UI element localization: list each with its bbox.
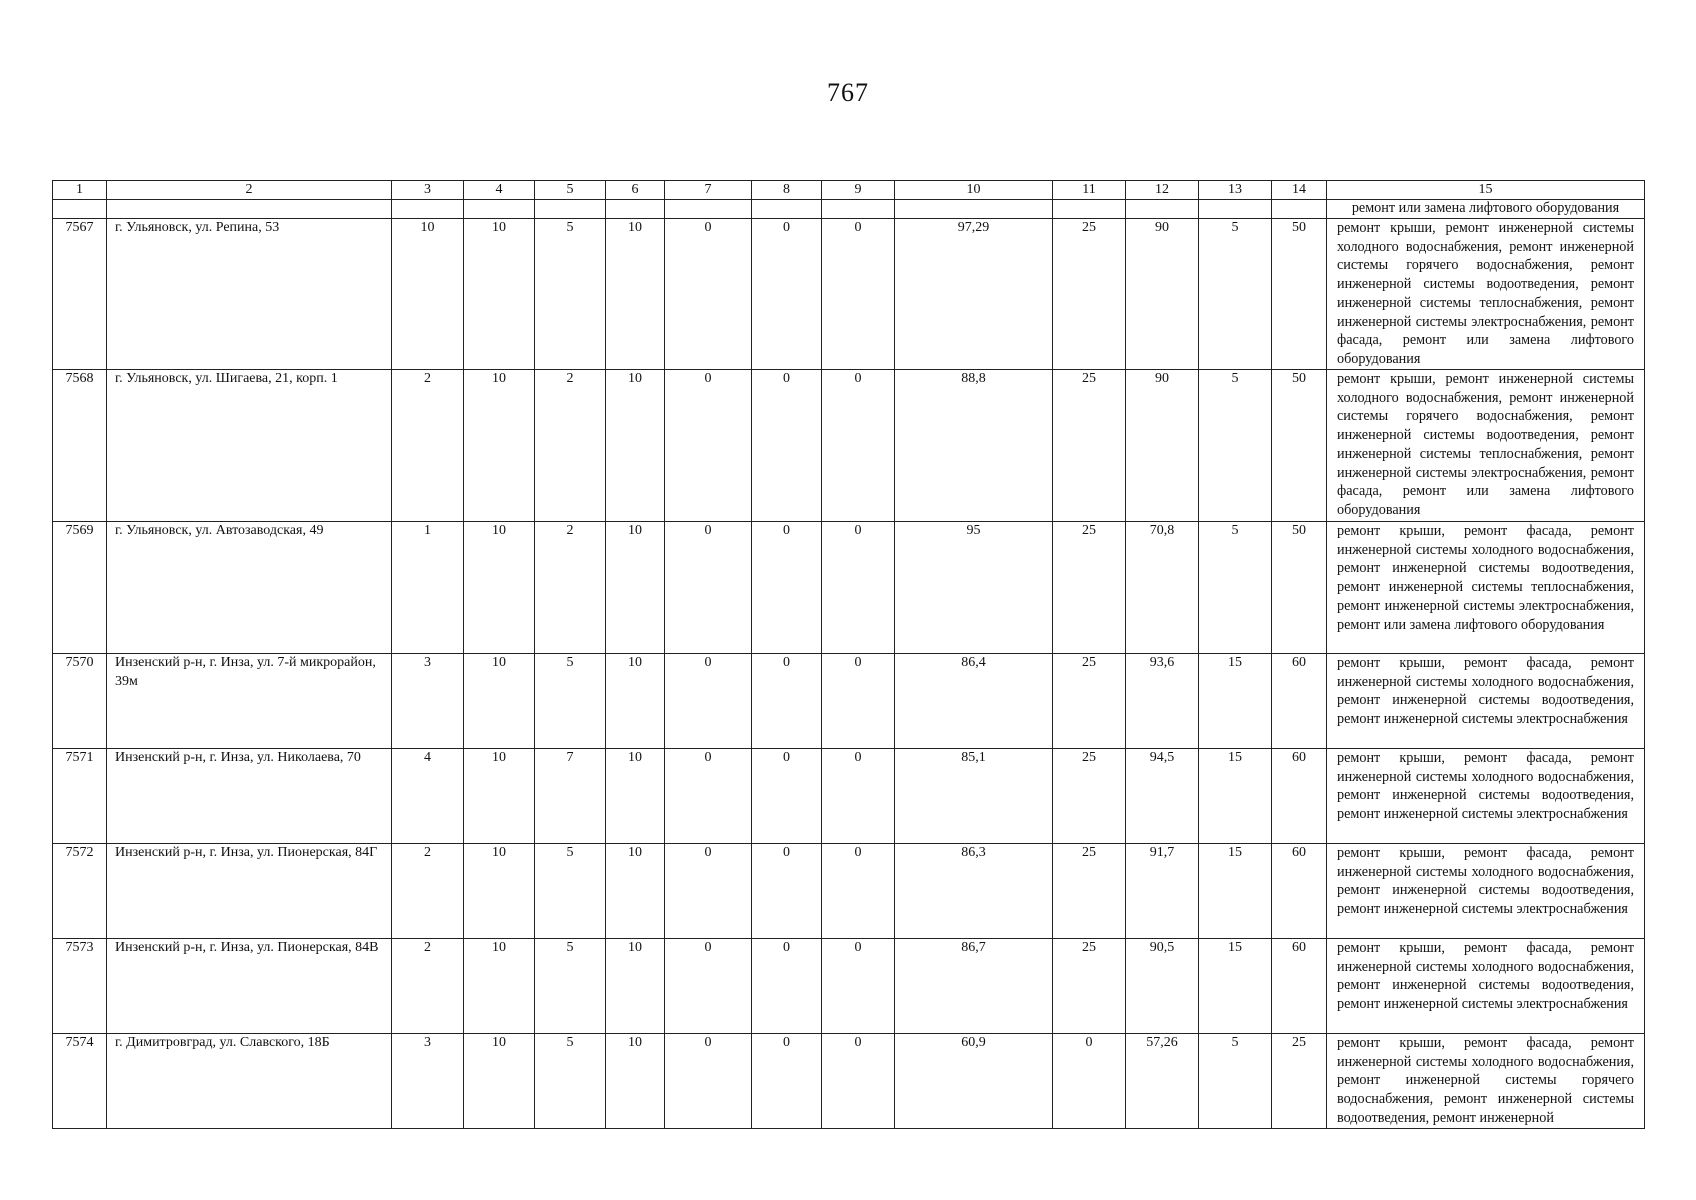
column-number-row xyxy=(53,181,1645,200)
empty-cell xyxy=(606,200,665,219)
cell-c6: 10 xyxy=(606,219,665,370)
cell-c10: 86,7 xyxy=(895,939,1053,1034)
row-address: г. Ульяновск, ул. Репина, 53 xyxy=(107,219,392,370)
cell-c11: 25 xyxy=(1053,844,1126,939)
cell-c13: 15 xyxy=(1199,939,1272,1034)
column-header: 4 xyxy=(464,181,535,200)
cell-c6: 10 xyxy=(606,522,665,654)
continuation-works: ремонт или замена лифтового оборудования xyxy=(1327,200,1645,219)
cell-c10: 60,9 xyxy=(895,1034,1053,1129)
cell-c12: 70,8 xyxy=(1126,522,1199,654)
table-row xyxy=(53,219,1645,370)
cell-c7: 0 xyxy=(665,749,752,844)
row-address: Инзенский р-н, г. Инза, ул. 7-й микрорайон, 39м xyxy=(107,654,392,749)
page-number: 767 xyxy=(827,78,869,107)
column-header: 8 xyxy=(752,181,822,200)
cell-c5: 5 xyxy=(535,939,606,1034)
cell-c12: 90 xyxy=(1126,219,1199,370)
table-row xyxy=(53,654,1645,749)
row-address: г. Ульяновск, ул. Автозаводская, 49 xyxy=(107,522,392,654)
cell-c11: 25 xyxy=(1053,654,1126,749)
cell-c5: 7 xyxy=(535,749,606,844)
cell-c10: 85,1 xyxy=(895,749,1053,844)
cell-c3: 2 xyxy=(392,370,464,522)
row-id: 7570 xyxy=(53,654,107,749)
column-header: 3 xyxy=(392,181,464,200)
column-header: 11 xyxy=(1053,181,1126,200)
table-row xyxy=(53,370,1645,522)
cell-c14: 60 xyxy=(1272,939,1327,1034)
cell-c5: 5 xyxy=(535,1034,606,1129)
table-row xyxy=(53,939,1645,1034)
continuation-row xyxy=(53,200,1645,219)
cell-c5: 2 xyxy=(535,370,606,522)
cell-c9: 0 xyxy=(822,749,895,844)
column-header: 6 xyxy=(606,181,665,200)
row-id: 7574 xyxy=(53,1034,107,1129)
empty-cell xyxy=(392,200,464,219)
row-works: ремонт крыши, ремонт инженерной системы холодного водоснабжения, ремонт инженерной системы горячего водоснабжения, ремонт инженерной системы водоотведения, ремонт инженерной системы теплоснабжения, ремонт инженерной системы электроснабжения, ремонт фасада, ремонт или замена лифтового оборудования xyxy=(1327,219,1645,370)
cell-c10: 97,29 xyxy=(895,219,1053,370)
empty-cell xyxy=(1199,200,1272,219)
cell-c13: 15 xyxy=(1199,844,1272,939)
cell-c13: 5 xyxy=(1199,219,1272,370)
cell-c10: 86,3 xyxy=(895,844,1053,939)
row-address: г. Ульяновск, ул. Шигаева, 21, корп. 1 xyxy=(107,370,392,522)
column-header: 7 xyxy=(665,181,752,200)
cell-c4: 10 xyxy=(464,654,535,749)
column-header: 12 xyxy=(1126,181,1199,200)
cell-c11: 25 xyxy=(1053,939,1126,1034)
cell-c5: 5 xyxy=(535,654,606,749)
cell-c12: 91,7 xyxy=(1126,844,1199,939)
column-header: 15 xyxy=(1327,181,1645,200)
row-works: ремонт крыши, ремонт фасада, ремонт инженерной системы холодного водоснабжения, ремонт инженерной системы водоотведения, ремонт инженерной системы теплоснабжения, ремонт инженерной системы электроснабжения, ремонт или замена лифтового оборудования xyxy=(1327,522,1645,654)
cell-c12: 93,6 xyxy=(1126,654,1199,749)
empty-cell xyxy=(53,200,107,219)
cell-c11: 25 xyxy=(1053,370,1126,522)
cell-c4: 10 xyxy=(464,370,535,522)
cell-c3: 2 xyxy=(392,844,464,939)
cell-c13: 5 xyxy=(1199,522,1272,654)
column-header: 2 xyxy=(107,181,392,200)
empty-cell xyxy=(107,200,392,219)
cell-c13: 15 xyxy=(1199,749,1272,844)
cell-c14: 50 xyxy=(1272,219,1327,370)
column-header: 1 xyxy=(53,181,107,200)
cell-c3: 3 xyxy=(392,654,464,749)
row-works: ремонт крыши, ремонт фасада, ремонт инженерной системы холодного водоснабжения, ремонт инженерной системы водоотведения, ремонт инженерной системы электроснабжения xyxy=(1327,749,1645,844)
cell-c6: 10 xyxy=(606,654,665,749)
cell-c9: 0 xyxy=(822,522,895,654)
row-works: ремонт крыши, ремонт фасада, ремонт инженерной системы холодного водоснабжения, ремонт инженерной системы горячего водоснабжения, ремонт инженерной системы водоотведения, ремонт инженерной xyxy=(1327,1034,1645,1129)
cell-c3: 2 xyxy=(392,939,464,1034)
cell-c7: 0 xyxy=(665,219,752,370)
empty-cell xyxy=(464,200,535,219)
cell-c7: 0 xyxy=(665,522,752,654)
table-row xyxy=(53,522,1645,654)
cell-c4: 10 xyxy=(464,219,535,370)
cell-c8: 0 xyxy=(752,939,822,1034)
empty-cell xyxy=(1053,200,1126,219)
empty-cell xyxy=(895,200,1053,219)
cell-c3: 1 xyxy=(392,522,464,654)
cell-c13: 15 xyxy=(1199,654,1272,749)
row-address: Инзенский р-н, г. Инза, ул. Пионерская, 84Г xyxy=(107,844,392,939)
cell-c9: 0 xyxy=(822,844,895,939)
cell-c14: 60 xyxy=(1272,844,1327,939)
cell-c3: 3 xyxy=(392,1034,464,1129)
cell-c6: 10 xyxy=(606,1034,665,1129)
cell-c9: 0 xyxy=(822,654,895,749)
cell-c7: 0 xyxy=(665,844,752,939)
cell-c10: 95 xyxy=(895,522,1053,654)
cell-c12: 90 xyxy=(1126,370,1199,522)
row-id: 7572 xyxy=(53,844,107,939)
cell-c8: 0 xyxy=(752,654,822,749)
cell-c9: 0 xyxy=(822,219,895,370)
cell-c12: 94,5 xyxy=(1126,749,1199,844)
cell-c6: 10 xyxy=(606,370,665,522)
empty-cell xyxy=(822,200,895,219)
row-address: Инзенский р-н, г. Инза, ул. Пионерская, 84В xyxy=(107,939,392,1034)
cell-c14: 60 xyxy=(1272,749,1327,844)
cell-c10: 86,4 xyxy=(895,654,1053,749)
column-header: 14 xyxy=(1272,181,1327,200)
empty-cell xyxy=(752,200,822,219)
row-works: ремонт крыши, ремонт фасада, ремонт инженерной системы холодного водоснабжения, ремонт инженерной системы водоотведения, ремонт инженерной системы электроснабжения xyxy=(1327,939,1645,1034)
column-header: 9 xyxy=(822,181,895,200)
cell-c4: 10 xyxy=(464,1034,535,1129)
cell-c11: 0 xyxy=(1053,1034,1126,1129)
cell-c11: 25 xyxy=(1053,749,1126,844)
cell-c8: 0 xyxy=(752,219,822,370)
cell-c5: 2 xyxy=(535,522,606,654)
row-works: ремонт крыши, ремонт фасада, ремонт инженерной системы холодного водоснабжения, ремонт инженерной системы водоотведения, ремонт инженерной системы электроснабжения xyxy=(1327,654,1645,749)
cell-c13: 5 xyxy=(1199,1034,1272,1129)
cell-c8: 0 xyxy=(752,844,822,939)
row-address: Инзенский р-н, г. Инза, ул. Николаева, 70 xyxy=(107,749,392,844)
column-header: 5 xyxy=(535,181,606,200)
row-works: ремонт крыши, ремонт инженерной системы холодного водоснабжения, ремонт инженерной системы горячего водоснабжения, ремонт инженерной системы водоотведения, ремонт инженерной системы теплоснабжения, ремонт инженерной системы электроснабжения, ремонт фасада, ремонт или замена лифтового оборудования xyxy=(1327,370,1645,522)
empty-cell xyxy=(1126,200,1199,219)
cell-c8: 0 xyxy=(752,522,822,654)
cell-c4: 10 xyxy=(464,844,535,939)
cell-c12: 90,5 xyxy=(1126,939,1199,1034)
cell-c9: 0 xyxy=(822,939,895,1034)
cell-c4: 10 xyxy=(464,939,535,1034)
row-id: 7567 xyxy=(53,219,107,370)
cell-c7: 0 xyxy=(665,1034,752,1129)
cell-c13: 5 xyxy=(1199,370,1272,522)
registry-table xyxy=(52,180,1645,1129)
cell-c11: 25 xyxy=(1053,219,1126,370)
cell-c9: 0 xyxy=(822,1034,895,1129)
cell-c5: 5 xyxy=(535,844,606,939)
row-id: 7569 xyxy=(53,522,107,654)
empty-cell xyxy=(535,200,606,219)
table-row xyxy=(53,749,1645,844)
cell-c3: 4 xyxy=(392,749,464,844)
row-id: 7571 xyxy=(53,749,107,844)
cell-c6: 10 xyxy=(606,939,665,1034)
cell-c8: 0 xyxy=(752,749,822,844)
cell-c9: 0 xyxy=(822,370,895,522)
cell-c12: 57,26 xyxy=(1126,1034,1199,1129)
cell-c14: 50 xyxy=(1272,522,1327,654)
cell-c11: 25 xyxy=(1053,522,1126,654)
table-row xyxy=(53,1034,1645,1129)
column-header: 10 xyxy=(895,181,1053,200)
row-works: ремонт крыши, ремонт фасада, ремонт инженерной системы холодного водоснабжения, ремонт инженерной системы водоотведения, ремонт инженерной системы электроснабжения xyxy=(1327,844,1645,939)
cell-c4: 10 xyxy=(464,749,535,844)
cell-c5: 5 xyxy=(535,219,606,370)
cell-c7: 0 xyxy=(665,654,752,749)
cell-c6: 10 xyxy=(606,844,665,939)
table-row xyxy=(53,844,1645,939)
cell-c14: 50 xyxy=(1272,370,1327,522)
cell-c10: 88,8 xyxy=(895,370,1053,522)
cell-c14: 60 xyxy=(1272,654,1327,749)
column-header: 13 xyxy=(1199,181,1272,200)
cell-c7: 0 xyxy=(665,370,752,522)
cell-c14: 25 xyxy=(1272,1034,1327,1129)
cell-c8: 0 xyxy=(752,370,822,522)
row-address: г. Димитровград, ул. Славского, 18Б xyxy=(107,1034,392,1129)
empty-cell xyxy=(665,200,752,219)
empty-cell xyxy=(1272,200,1327,219)
cell-c7: 0 xyxy=(665,939,752,1034)
row-id: 7573 xyxy=(53,939,107,1034)
cell-c4: 10 xyxy=(464,522,535,654)
cell-c6: 10 xyxy=(606,749,665,844)
row-id: 7568 xyxy=(53,370,107,522)
cell-c8: 0 xyxy=(752,1034,822,1129)
cell-c3: 10 xyxy=(392,219,464,370)
